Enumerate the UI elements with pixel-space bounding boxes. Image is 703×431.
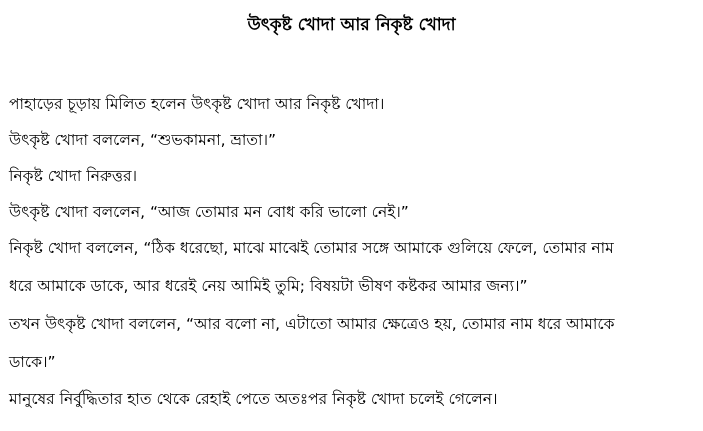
paragraph-5-line-2: ধরে আমাকে ডাকে, আর ধরেই নেয় আমিই তুমি; বিষয়টা ভীষণ কষ্টকর আমার জন্য।” xyxy=(9,277,528,295)
paragraph-7-line-1: মানুষের নির্বুদ্ধিতার হাত থেকে রেহাই পেতে অতঃপর নিকৃষ্ট খোদা চলেই গেলেন। xyxy=(9,390,498,408)
paragraph-4 xyxy=(9,196,699,234)
paragraph-6-line-1: তখন উৎকৃষ্ট খোদা বললেন, “আর বলো না, এটাতো আমার ক্ষেত্রেও হয়, তোমার নাম ধরে আমাকে xyxy=(9,315,615,333)
paragraph-2 xyxy=(9,124,699,162)
paragraph-5-line-1: নিকৃষ্ট খোদা বললেন, “ঠিক ধরেছো, মাঝে মাঝেই তোমার সঙ্গে আমাকে গুলিয়ে ফেলে, তোমার নাম xyxy=(9,239,614,257)
paragraph-1 xyxy=(9,88,699,126)
paragraph-3-line-1: নিকৃষ্ট খোদা নিরুত্তর। xyxy=(9,167,138,185)
paragraph-2-line-1: উৎকৃষ্ট খোদা বললেন, “শুভকামনা, ভ্রাতা।” xyxy=(9,131,277,149)
document-title: উৎকৃষ্ট খোদা আর নিকৃষ্ট খোদা xyxy=(247,15,456,35)
paragraph-6-line-2: ডাকে।” xyxy=(9,353,56,371)
paragraph-6 xyxy=(9,308,699,384)
paragraph-7 xyxy=(9,383,699,421)
paragraph-4-line-1: উৎকৃষ্ট খোদা বললেন, “আজ তোমার মন বোধ করি ভালো নেই।” xyxy=(9,203,409,221)
paragraph-5 xyxy=(9,232,699,308)
paragraph-3 xyxy=(9,160,699,198)
paragraph-1-line-1: পাহাড়ের চূড়ায় মিলিত হলেন উৎকৃষ্ট খোদা আর নিকৃষ্ট খোদা। xyxy=(9,95,385,113)
